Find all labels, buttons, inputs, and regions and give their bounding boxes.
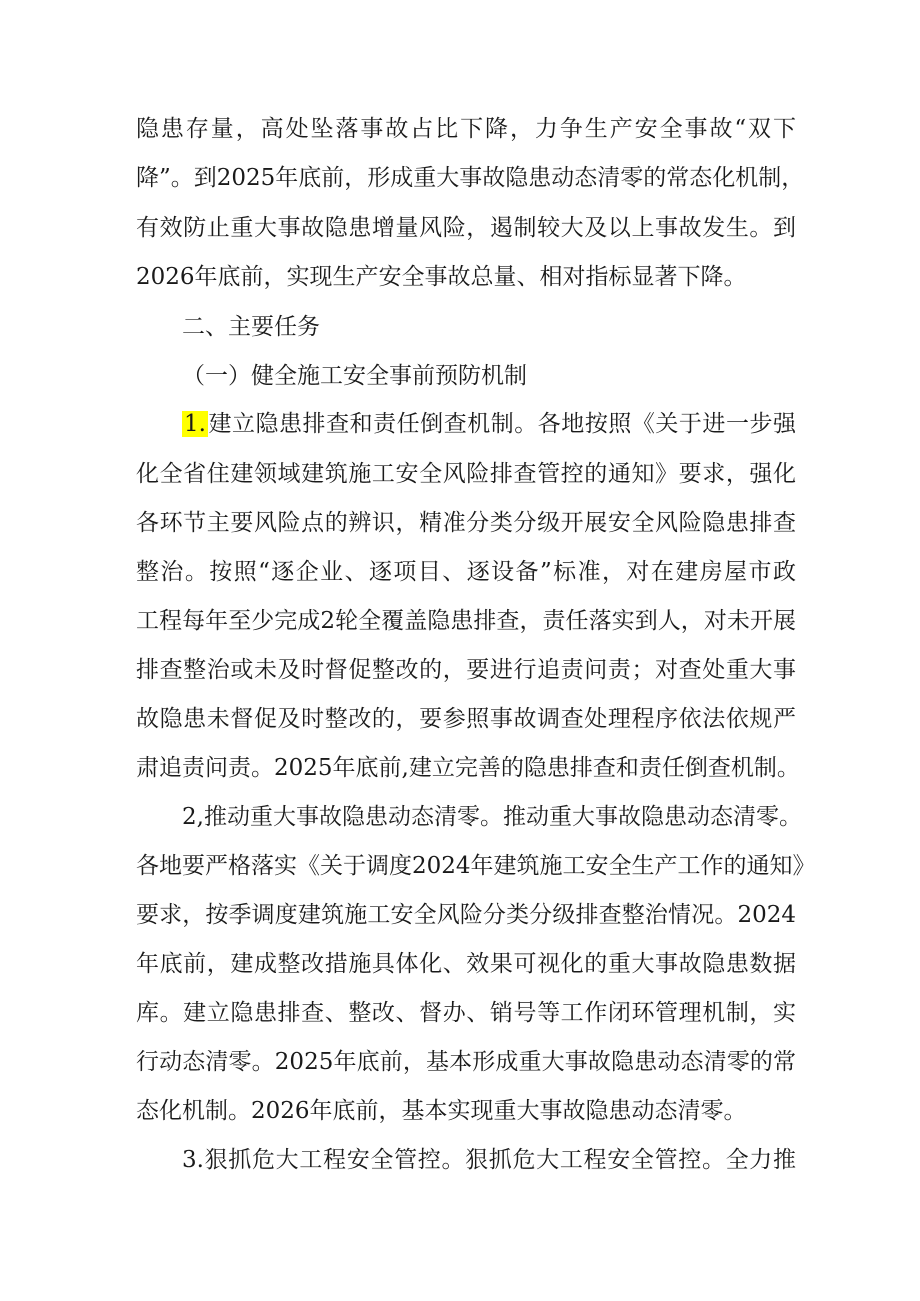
text-line-19: 库。建立隐患排查、整改、督办、销号等工作闭环管理机制，实 bbox=[136, 1000, 796, 1026]
text-line-2: 降”。到2025年底前，形成重大事故隐患动态清零的常态化机制， bbox=[136, 165, 805, 191]
text-line-4: 2026年底前，实现生产安全事故总量、相对指标显著下降。 bbox=[136, 264, 747, 290]
text-line-1: 隐患存量，高处坠落事故占比下降，力争生产安全事故“双下 bbox=[136, 116, 796, 142]
text-line-21: 态化机制。2026年底前，基本实现重大事故隐患动态清零。 bbox=[136, 1098, 747, 1124]
item-number-highlight: 1. bbox=[184, 411, 206, 437]
item-2-first-line: 2,推动重大事故隐患动态清零。推动重大事故隐患动态清零。 bbox=[182, 804, 802, 830]
item-1-text: 建立隐患排查和责任倒查机制。各地按照《关于进一步强 bbox=[207, 411, 796, 437]
text-line-8: 化全省住建领域建筑施工安全风险排查管控的通知》要求，强化 bbox=[136, 461, 796, 487]
section-heading: 二、主要任务 bbox=[182, 314, 320, 340]
item-3-first-line: 3.狠抓危大工程安全管控。狠抓危大工程安全管控。全力推 bbox=[182, 1147, 796, 1173]
subsection-heading: （一）健全施工安全事前预防机制 bbox=[182, 363, 527, 389]
text-line-11: 工程每年至少完成2轮全覆盖隐患排查，责任落实到人，对未开展 bbox=[136, 608, 796, 634]
text-line-9: 各环节主要风险点的辨识，精准分类分级开展安全风险隐患排查 bbox=[136, 510, 796, 536]
text-line-18: 年底前，建成整改措施具体化、效果可视化的重大事故隐患数据 bbox=[136, 951, 796, 977]
text-line-3: 有效防止重大事故隐患增量风险，遏制较大及以上事故发生。到 bbox=[136, 215, 796, 241]
text-line-12: 排查整治或未及时督促整改的，要进行追责问责；对查处重大事 bbox=[136, 657, 796, 683]
text-line-14: 肃追责问责。2025年底前,建立完善的隐患排查和责任倒查机制。 bbox=[136, 755, 800, 781]
text-line-13: 故隐患未督促及时整改的，要参照事故调查处理程序依法依规严 bbox=[136, 706, 796, 732]
text-line-10: 整治。按照“逐企业、逐项目、逐设备”标准，对在建房屋市政 bbox=[136, 559, 796, 585]
text-line-17: 要求，按季调度建筑施工安全风险分类分级排查整治情况。2024 bbox=[136, 902, 796, 928]
text-line-20: 行动态清零。2025年底前，基本形成重大事故隐患动态清零的常 bbox=[136, 1049, 796, 1075]
item-1-first-line bbox=[182, 409, 796, 439]
text-line-16: 各地要严格落实《关于调度2024年建筑施工安全生产工作的通知》 bbox=[136, 853, 816, 879]
